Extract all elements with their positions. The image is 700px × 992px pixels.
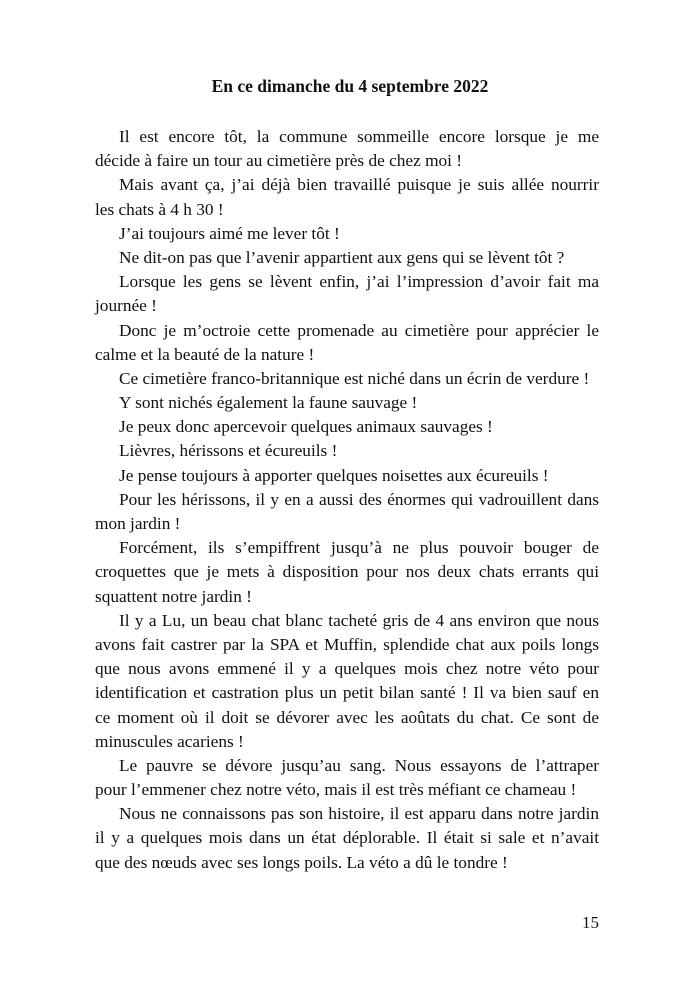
text-line: Lièvres, hérissons et écureuils ! [119, 441, 338, 461]
text-line: que nous avons emmené il y a quelques mois chez notre véto pour [95, 659, 599, 679]
text-line: Je peux donc apercevoir quelques animaux sauvages ! [119, 417, 493, 437]
text-line: calme et la beauté de la nature ! [95, 344, 315, 364]
paragraph [95, 367, 599, 391]
text-line: identification et castration plus un petit bilan santé ! Il va bien sauf en [95, 683, 599, 703]
paragraph [95, 319, 599, 367]
paragraph [95, 391, 599, 415]
text-line: Nous ne connaissons pas son histoire, il est apparu dans notre jardin [119, 804, 599, 824]
text-line: Y sont nichés également la faune sauvage ! [119, 393, 418, 413]
chapter-title: En ce dimanche du 4 septembre 2022 [211, 76, 489, 96]
text-line: Pour les hérissons, il y en a aussi des énormes qui vadrouillent dans [119, 489, 599, 509]
paragraph [95, 246, 599, 270]
text-line: Ce cimetière franco-britannique est niché dans un écrin de verdure ! [119, 368, 590, 388]
text-line: Mais avant ça, j’ai déjà bien travaillé puisque je suis allée nourrir [119, 175, 599, 195]
paragraph [95, 439, 599, 463]
paragraph [95, 415, 599, 439]
text-line: minuscules acariens ! [95, 731, 244, 751]
paragraph [95, 464, 599, 488]
text-line: squattent notre jardin ! [95, 586, 252, 606]
paragraph [95, 609, 599, 754]
paragraph [95, 754, 599, 802]
text-line: croquettes que je mets à disposition pour nos deux chats errants qui [95, 562, 599, 582]
text-line: décide à faire un tour au cimetière près de chez moi ! [95, 151, 463, 171]
body-text [95, 125, 599, 875]
text-line: avons fait castrer par la SPA et Muffin, splendide chat aux poils longs [95, 634, 599, 654]
text-line: les chats à 4 h 30 ! [95, 199, 224, 219]
text-line: J’ai toujours aimé me lever tôt ! [119, 223, 340, 243]
page-number: 15 [582, 913, 599, 932]
text-line: Forcément, ils s’empiffrent jusqu’à ne plus pouvoir bouger de [119, 538, 599, 558]
text-line: Lorsque les gens se lèvent enfin, j’ai l’impression d’avoir fait ma [119, 272, 599, 292]
paragraph [95, 222, 599, 246]
paragraph [95, 488, 599, 536]
paragraph [95, 125, 599, 173]
text-line: ce moment où il doit se dévorer avec les aoûtats du chat. Ce sont de [95, 707, 599, 727]
text-line: Il y a Lu, un beau chat blanc tacheté gris de 4 ans environ que nous [119, 610, 599, 630]
text-line: journée ! [95, 296, 157, 316]
paragraph [95, 802, 599, 875]
text-line: pour l’emmener chez notre véto, mais il est très méfiant ce chameau ! [95, 780, 577, 800]
text-line: Ne dit-on pas que l’avenir appartient aux gens qui se lèvent tôt ? [119, 247, 565, 267]
text-line: Je pense toujours à apporter quelques noisettes aux écureuils ! [119, 465, 549, 485]
text-line: Il est encore tôt, la commune sommeille encore lorsque je me [119, 127, 599, 146]
text-line: Donc je m’octroie cette promenade au cimetière pour apprécier le [119, 320, 599, 340]
text-line: il y a quelques mois dans un état déplorable. Il était si sale et n’avait [95, 828, 599, 848]
paragraph [95, 173, 599, 221]
text-line: que des nœuds avec ses longs poils. La véto a dû le tondre ! [95, 852, 508, 872]
text-line: Le pauvre se dévore jusqu’au sang. Nous essayons de l’attraper [119, 755, 599, 775]
paragraph [95, 536, 599, 609]
text-line: mon jardin ! [95, 514, 181, 533]
paragraph [95, 270, 599, 318]
